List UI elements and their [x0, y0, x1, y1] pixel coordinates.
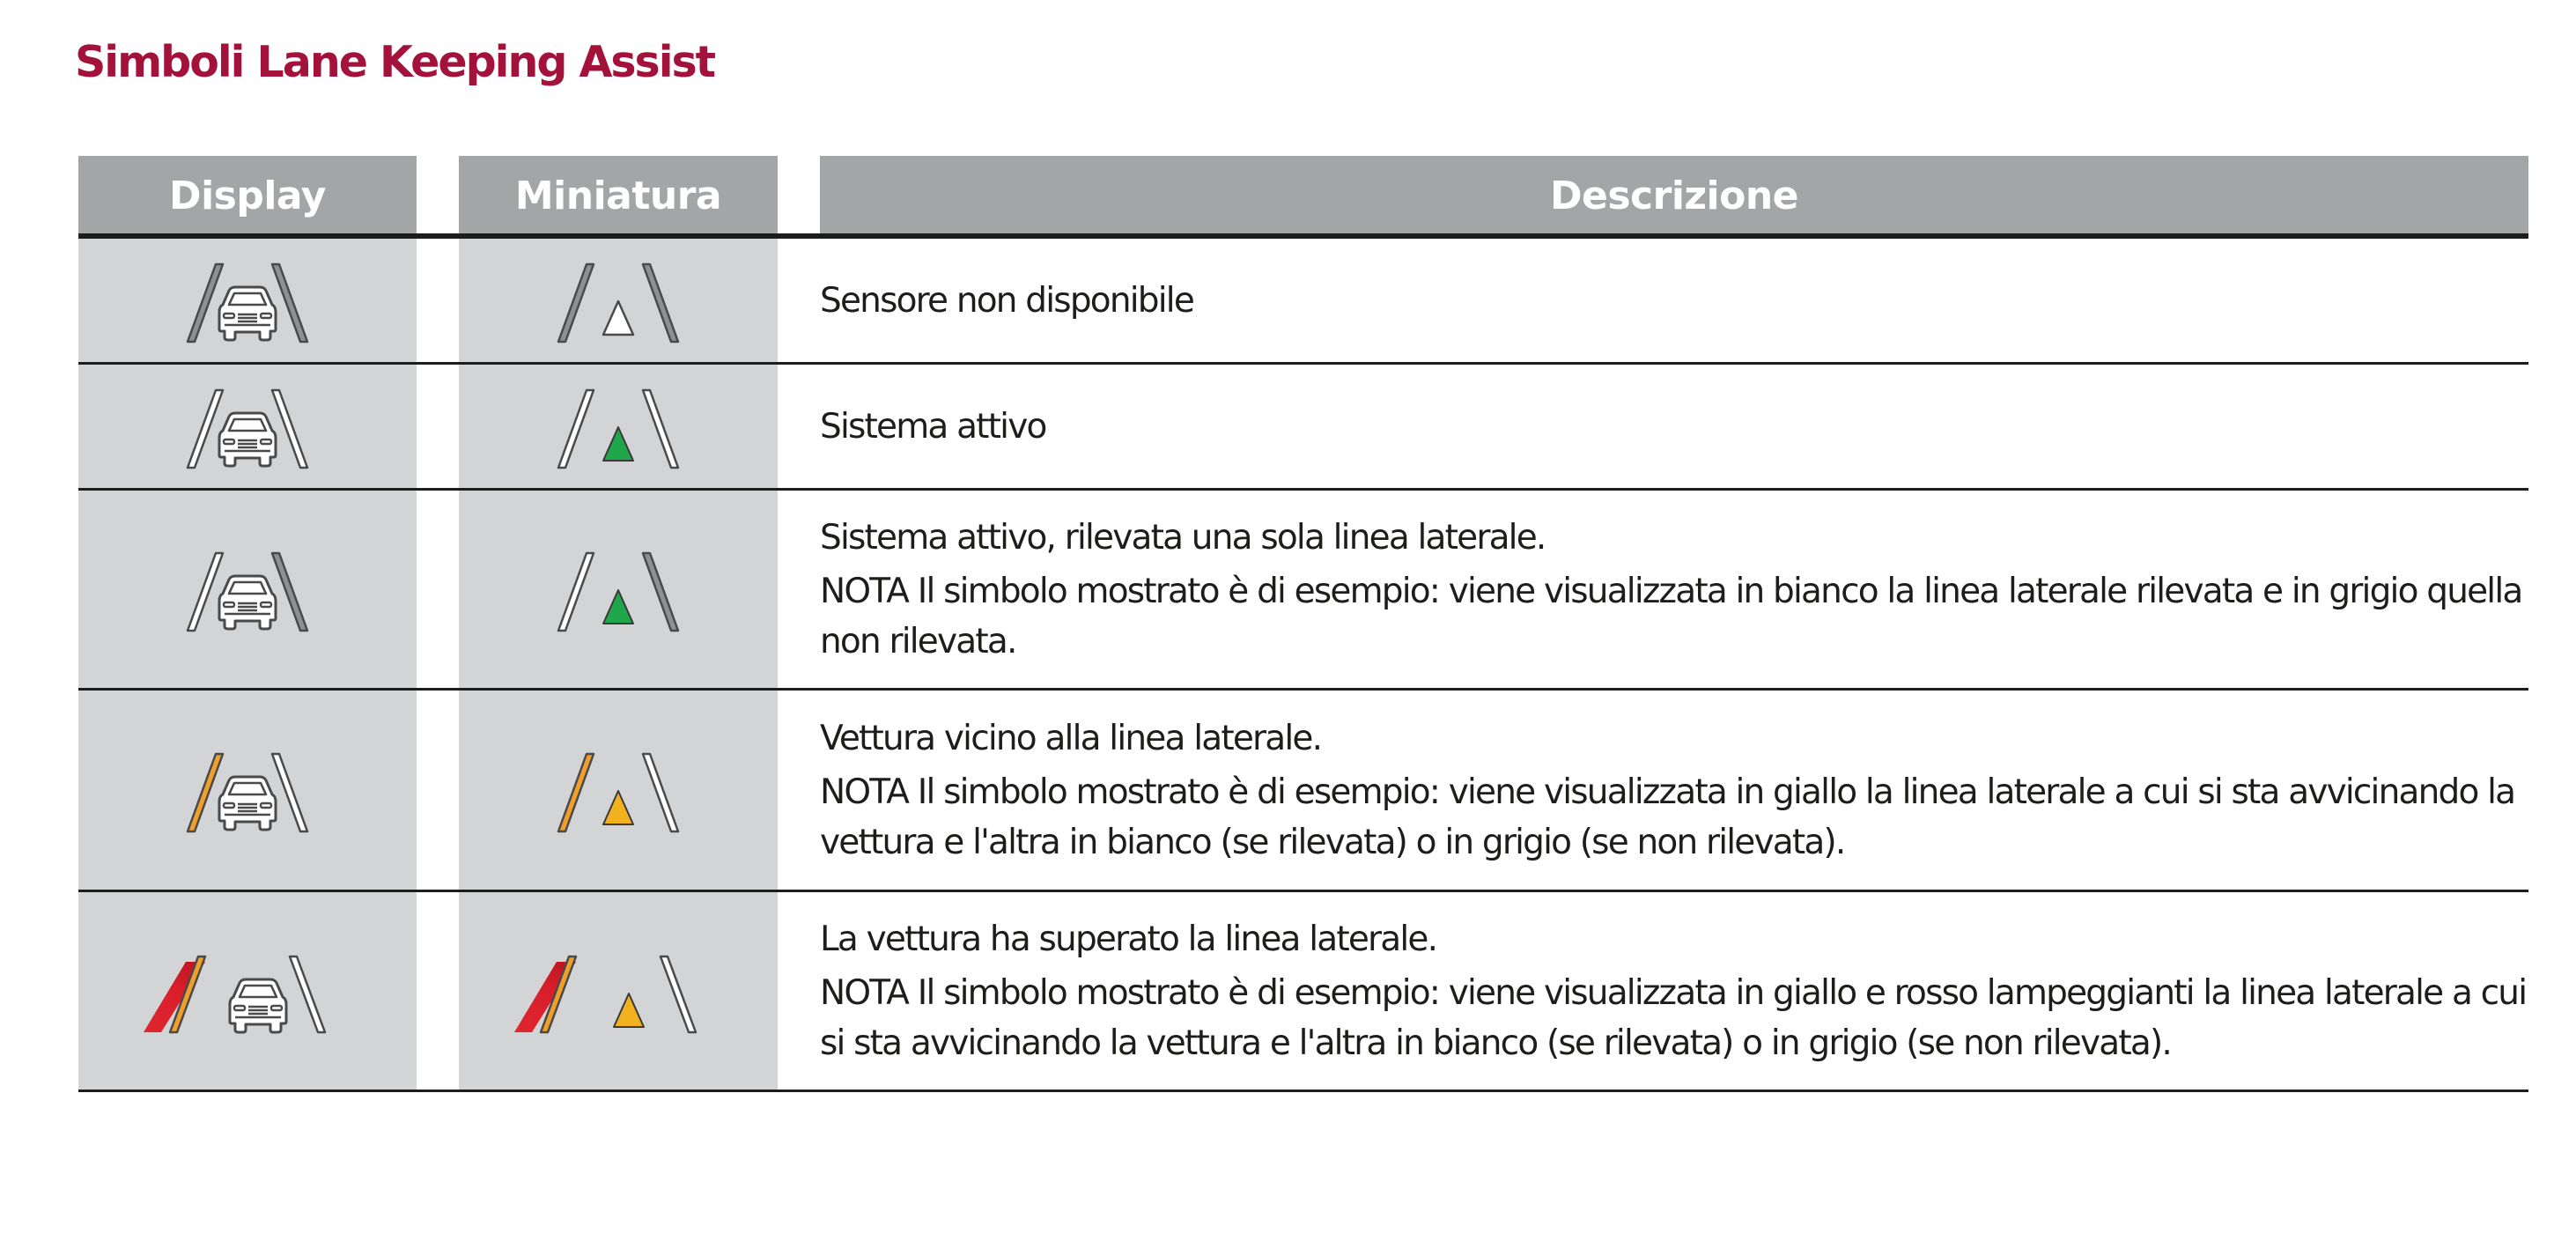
table-row-display-cell: [78, 239, 417, 363]
lane-system-active-mini-icon: [539, 383, 698, 471]
header-descrizione: Descrizione: [820, 156, 2528, 235]
lane-system-active-icon: [168, 383, 327, 471]
lane-crossed-line-mini-icon: [508, 948, 728, 1036]
table-row-description: [820, 691, 2528, 890]
row-note-text: NOTA Il simbolo mostrato è di esempio: viene visualizzata in bianco la linea laterale rilevata e in grigio quella non rilevata.: [820, 572, 2522, 661]
table-row-mini-cell: [459, 691, 778, 890]
row-description-text: Sistema attivo: [820, 407, 1046, 447]
page-title: Simboli Lane Keeping Assist: [75, 37, 715, 87]
table-row-description: [820, 365, 2528, 489]
table-row-mini-cell: [459, 365, 778, 489]
row-note-text: NOTA Il simbolo mostrato è di esempio: viene visualizzata in giallo la linea laterale a cui si sta avvicinando la vettura e l'altra in bianco (se rilevata) o in grigio (se non rilevata).: [820, 772, 2515, 862]
table-row-mini-cell: [459, 491, 778, 689]
header-miniatura: Miniatura: [459, 156, 778, 235]
lane-one-line-detected-mini-icon: [539, 546, 698, 634]
row-description-text: Sensore non disponibile: [820, 281, 1194, 321]
table-row-description: [820, 239, 2528, 363]
table-row-mini-cell: [459, 239, 778, 363]
lane-sensor-unavailable-mini-icon: [539, 257, 698, 345]
header-display: Display: [78, 156, 417, 235]
lane-crossed-line-icon: [137, 948, 358, 1036]
table-row-display-cell: [78, 491, 417, 689]
row-description-text: La vettura ha superato la linea laterale.: [820, 920, 1437, 959]
lane-sensor-unavailable-icon: [168, 257, 327, 345]
lane-near-line-mini-icon: [539, 747, 698, 835]
row-description-text: Sistema attivo, rilevata una sola linea laterale.: [820, 518, 1546, 558]
table-row-description: [820, 892, 2528, 1090]
row-note-text: NOTA Il simbolo mostrato è di esempio: viene visualizzata in giallo e rosso lampeggianti la linea laterale a cui si sta avvicinando la vettura e l'altra in bianco (se rilevata) o in grigio (se non rilevata).: [820, 973, 2527, 1063]
table-row-description: [820, 491, 2528, 689]
table-row-display-cell: [78, 892, 417, 1090]
table-bottom-rule: [78, 1090, 2528, 1092]
table-row-mini-cell: [459, 892, 778, 1090]
lane-near-line-icon: [168, 747, 327, 835]
lane-one-line-detected-icon: [168, 546, 327, 634]
row-description-text: Vettura vicino alla linea laterale.: [820, 719, 1322, 758]
table-row-display-cell: [78, 365, 417, 489]
table-row-display-cell: [78, 691, 417, 890]
